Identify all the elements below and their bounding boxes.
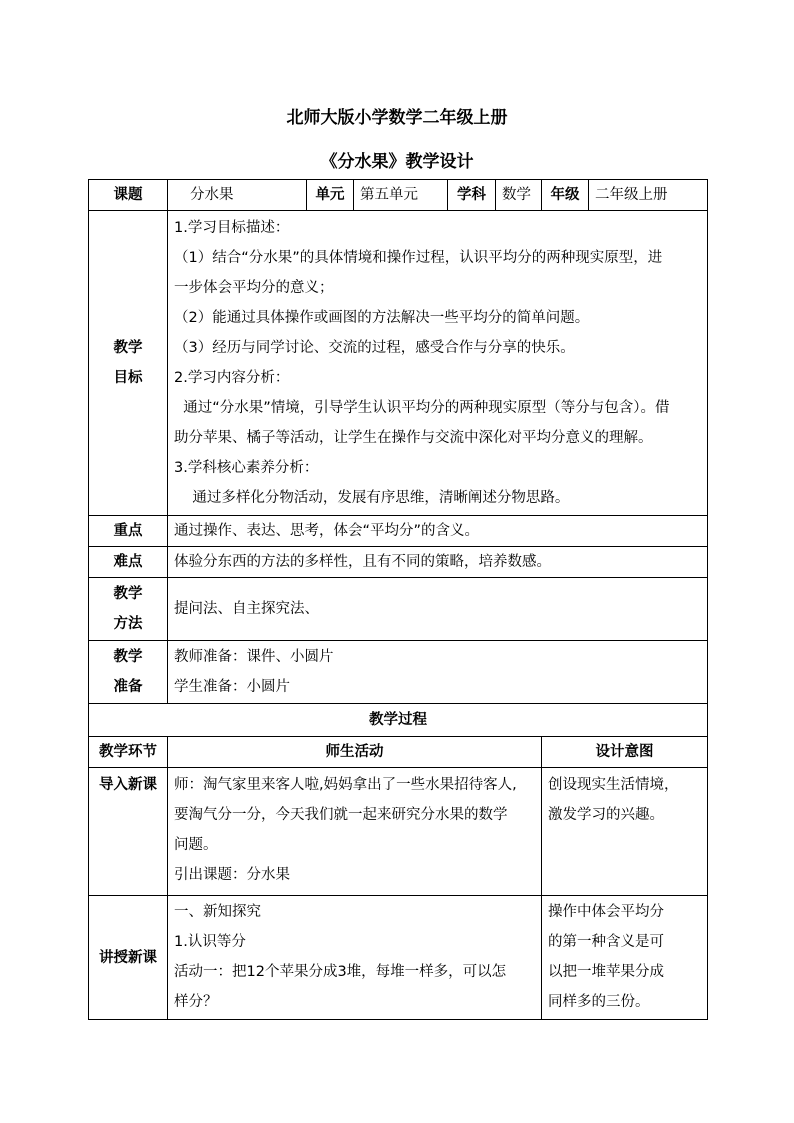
goals-label [89, 211, 168, 516]
intent-cell [542, 896, 708, 1020]
intent-line: 创设现实生活情境， [548, 777, 679, 793]
col-intent-header: 设计意图 [542, 737, 708, 768]
methods-text: 提问法、自主探究法、 [168, 578, 708, 641]
goals-label-line-2: 目标 [113, 370, 143, 386]
stage-cell: 导入新课 [89, 768, 168, 896]
intent-cell [542, 768, 708, 896]
document-subtitle: 《分水果》教学设计 [320, 152, 474, 172]
activity-cell [168, 768, 542, 896]
prep-row [89, 641, 708, 704]
teacher-prep: 教师准备：课件、小圆片 [174, 649, 334, 665]
goals-line: 2.学习内容分析： [174, 370, 290, 386]
goals-line: 一步体会平均分的意义； [174, 280, 334, 296]
prep-content [168, 641, 708, 704]
methods-label-line-2: 方法 [113, 616, 143, 632]
activity-line: 1.认识等分 [174, 934, 246, 950]
intent-line: 操作中体会平均分 [548, 904, 664, 920]
process-row-new [89, 896, 708, 1020]
intent-line: 的第一种含义是可 [548, 934, 664, 950]
grade-value: 二年级上册 [589, 180, 708, 211]
difficulties-text: 体验分东西的方法的多样性，且有不同的策略，培养数感。 [168, 547, 708, 578]
activity-line: 引出课题：分水果 [174, 867, 290, 883]
prep-label [89, 641, 168, 704]
subject-value: 数学 [496, 180, 542, 211]
goals-line: 3.学科核心素养分析： [174, 460, 319, 476]
goals-line: （2）能通过具体操作或画图的方法解决一些平均分的简单问题。 [174, 310, 590, 326]
prep-label-line-2: 准备 [113, 679, 143, 695]
activity-line: 活动一：把12个苹果分成3堆，每堆一样多，可以怎 [174, 964, 507, 980]
goals-row [89, 211, 708, 516]
col-stage-header: 教学环节 [89, 737, 168, 768]
student-prep: 学生准备：小圆片 [174, 679, 290, 695]
methods-row [89, 578, 708, 641]
lesson-plan-table [88, 179, 708, 1020]
activity-cell [168, 896, 542, 1020]
grade-label: 年级 [542, 180, 589, 211]
activity-line: 要淘气分一分，今天我们就一起来研究分水果的数学 [174, 807, 508, 823]
prep-label-line-1: 教学 [113, 649, 143, 665]
difficulties-row [89, 547, 708, 578]
intent-line: 以把一堆苹果分成 [548, 964, 664, 980]
subject-label: 学科 [448, 180, 496, 211]
goals-line: 通过多样化分物活动，发展有序思维，清晰阐述分物思路。 [174, 490, 570, 506]
goals-line: 通过“分水果”情境，引导学生认识平均分的两种现实原型（等分与包含）。借 [174, 400, 670, 416]
methods-label [89, 578, 168, 641]
intent-line: 同样多的三份。 [548, 994, 650, 1010]
activity-line: 样分？ [174, 994, 218, 1010]
document-title: 北师大版小学数学二年级上册 [286, 108, 508, 128]
activity-line: 师：淘气家里来客人啦,妈妈拿出了一些水果招待客人, [174, 777, 517, 793]
goals-line: （1）结合“分水果”的具体情境和操作过程，认识平均分的两种现实原型，进 [174, 250, 663, 266]
activity-line: 问题。 [174, 837, 218, 853]
unit-label: 单元 [307, 180, 354, 211]
header-row [89, 180, 708, 211]
key-points-label: 重点 [89, 516, 168, 547]
goals-label-line-1: 教学 [113, 340, 143, 356]
goals-line: （3）经历与同学讨论、交流的过程，感受合作与分享的快乐。 [174, 340, 575, 356]
process-title-row [89, 704, 708, 737]
goals-content [168, 211, 708, 516]
process-title: 教学过程 [89, 704, 708, 737]
difficulties-label: 难点 [89, 547, 168, 578]
topic-label: 课题 [89, 180, 168, 211]
methods-label-line-1: 教学 [113, 586, 143, 602]
process-header-row [89, 737, 708, 768]
unit-value: 第五单元 [354, 180, 448, 211]
intent-line: 激发学习的兴趣。 [548, 807, 664, 823]
process-row-intro [89, 768, 708, 896]
key-points-text: 通过操作、表达、思考，体会“平均分”的含义。 [168, 516, 708, 547]
goals-line: 1.学习目标描述： [174, 220, 290, 236]
col-activity-header: 师生活动 [168, 737, 542, 768]
activity-line: 一、新知探究 [174, 904, 261, 920]
topic-value: 分水果 [168, 180, 307, 211]
goals-line: 助分苹果、橘子等活动，让学生在操作与交流中深化对平均分意义的理解。 [174, 430, 653, 446]
key-points-row [89, 516, 708, 547]
stage-cell: 讲授新课 [89, 896, 168, 1020]
